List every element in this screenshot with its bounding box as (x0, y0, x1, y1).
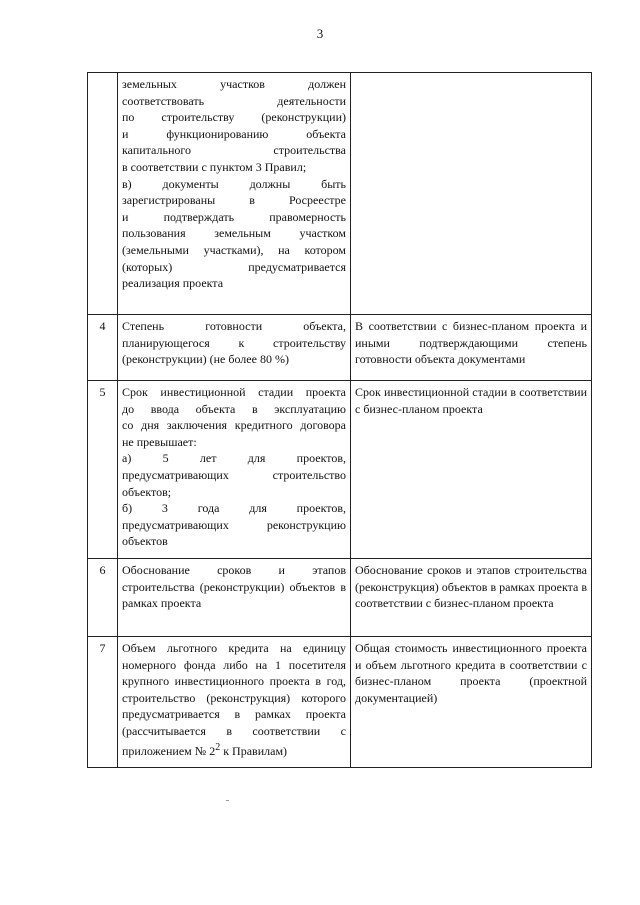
requirement-cell (118, 381, 351, 559)
requirement-line: не превышает: (122, 434, 197, 449)
documents-cell: В соответствии с бизнес-планом проекта и иными подтверждающими степень готовности объекта документами (351, 315, 592, 381)
row-number: 7 (88, 636, 118, 767)
requirement-line: предусматривающих реконструкцию (122, 517, 346, 532)
requirement-line: в) документы должны быть (122, 176, 346, 191)
requirement-line: и функционированию объекта (122, 126, 346, 141)
requirement-text: Объем льготного кредита на единицу номерного фонда либо на 1 посетителя крупного инвестиционного проекта в год, строительство (реконструкция) которого предусматривается в рамках проекта (рассчитывается в соответствии с приложением № 2 (122, 640, 346, 758)
requirement-line: объектов; (122, 484, 172, 499)
requirement-text-tail: к Правилам) (220, 743, 288, 758)
requirement-line: объектов (122, 534, 168, 549)
documents-cell (351, 73, 592, 315)
appendix-superscript: 2 (215, 741, 221, 753)
table-row (88, 381, 592, 559)
requirement-cell: Обоснование сроков и этапов строительства (реконструкции) объектов в рамках проекта (118, 558, 351, 636)
requirement-line: реализация проекта (122, 276, 224, 291)
documents-cell: Общая стоимость инвестиционного проекта и объем льготного кредита в соответствии с бизнес-планом проекта (проектной документацией) (351, 636, 592, 767)
requirements-table (87, 72, 592, 768)
table-row (88, 73, 592, 315)
documents-cell: Обоснование сроков и этапов строительства (реконструкция) объектов в рамках проекта в соответствии с бизнес-планом проекта (351, 558, 592, 636)
requirement-line: соответствовать деятельности (122, 93, 346, 108)
requirement-line: и подтверждать правомерность (122, 209, 346, 224)
row-number: 5 (88, 381, 118, 559)
requirement-line: Срок инвестиционной стадии проекта (122, 385, 346, 399)
requirement-line: (земельными участками), на котором (122, 242, 346, 257)
table-row (88, 636, 592, 767)
requirement-cell: Степень готовности объекта, планирующегося к строительству (реконструкции) (не более 80 %) (118, 315, 351, 381)
requirement-line: капитального строительства (122, 143, 346, 158)
requirement-line: до ввода объекта в эксплуатацию (122, 401, 346, 416)
requirement-line: в соответствии с пунктом 3 Правил; (122, 159, 307, 174)
row-number: 4 (88, 315, 118, 381)
requirement-line: зарегистрированы в Росреестре (122, 193, 346, 208)
requirement-cell (118, 73, 351, 315)
table-row (88, 315, 592, 381)
row-number (88, 73, 118, 315)
requirement-line: пользования земельным участком (122, 226, 346, 241)
requirement-line: земельных участков должен (122, 77, 346, 91)
row-number: 6 (88, 558, 118, 636)
requirement-line: по строительству (реконструкции) (122, 110, 346, 125)
requirement-line: предусматривающих строительство (122, 467, 346, 482)
scan-speck (226, 800, 229, 801)
requirement-line: а) 5 лет для проектов, (122, 451, 346, 466)
requirement-line: со дня заключения кредитного договора (122, 418, 346, 433)
requirement-cell (118, 636, 351, 767)
page-number: 3 (316, 26, 324, 41)
requirement-line: б) 3 года для проектов, (122, 501, 346, 516)
requirement-line: (которых) предусматривается (122, 259, 346, 274)
documents-cell: Срок инвестиционной стадии в соответствии с бизнес-планом проекта (351, 381, 592, 559)
table-row (88, 558, 592, 636)
